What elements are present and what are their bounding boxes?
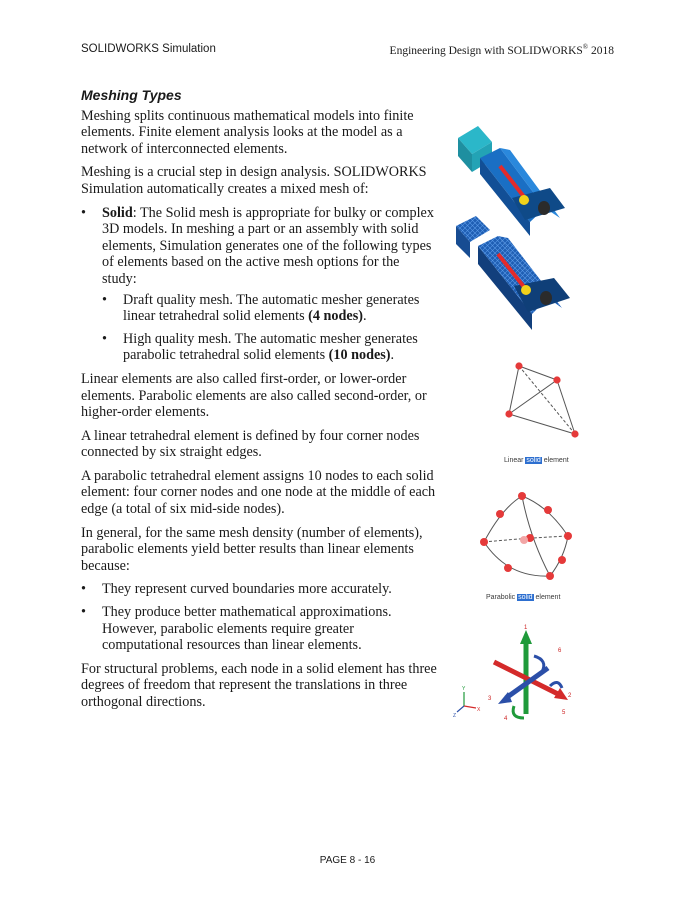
translation-arrows xyxy=(494,630,568,714)
list-item-curved: • They represent curved boundaries more accurately. xyxy=(81,581,437,598)
list-item-high: • High quality mesh. The automatic mesher generates parabolic tetrahedral solid elements (10 nodes). xyxy=(102,331,437,364)
list-item-solid xyxy=(81,205,437,364)
advantages-list xyxy=(81,581,437,653)
list-item-draft: • Draft quality mesh. The automatic mesher generates linear tetrahedral solid elements (4 nodes). xyxy=(102,292,437,325)
linear-element-figure xyxy=(495,358,585,444)
mesh-type-list xyxy=(81,205,437,364)
svg-text:5: 5 xyxy=(562,710,566,716)
corner-node xyxy=(571,430,578,437)
meshed-model-figure xyxy=(440,118,590,336)
running-header-left: SOLIDWORKS Simulation xyxy=(81,43,216,55)
paragraph-linear-element: A linear tetrahedral element is defined by four corner nodes connected by six straight edges. xyxy=(81,427,420,461)
coordinate-triad-icon xyxy=(453,686,481,719)
solid-term: Solid xyxy=(102,204,133,221)
svg-text:1: 1 xyxy=(524,625,528,631)
linear-element-caption: Linear solid element xyxy=(504,457,569,464)
corner-node xyxy=(505,410,512,417)
running-header-right xyxy=(390,43,614,57)
mid-side-node xyxy=(544,506,552,514)
svg-text:6: 6 xyxy=(558,648,562,654)
mid-side-node xyxy=(558,556,566,564)
degrees-of-freedom-figure xyxy=(450,622,580,732)
corner-node xyxy=(553,376,560,383)
registered-mark: ® xyxy=(582,43,589,51)
mid-side-node xyxy=(496,510,504,518)
mid-side-node xyxy=(504,564,512,572)
hidden-mid-side-node xyxy=(520,536,528,544)
svg-text:3: 3 xyxy=(488,696,492,702)
svg-text:4: 4 xyxy=(504,716,508,722)
corner-node xyxy=(518,492,526,500)
paragraph-element-order: Linear elements are also called first-order, or lower-order elements. Parabolic elements are also called second-order, or higher-order elements. xyxy=(81,370,427,421)
svg-text:Z: Z xyxy=(453,713,457,719)
corner-node xyxy=(564,532,572,540)
meshed-model xyxy=(456,216,570,330)
quality-list xyxy=(102,292,437,364)
paragraph-degrees-of-freedom: For structural problems, each node in a solid element has three degrees of freedom that represent the translations in three orthogonal directions. xyxy=(81,660,437,710)
corner-node xyxy=(515,362,522,369)
header-title: Engineering Design with SOLIDWORKS xyxy=(389,44,583,57)
paragraph-parabolic-element: A parabolic tetrahedral element assigns 10 nodes to each solid element: four corner nodes and one node at the middle of each edge (a total of six mid-side nodes). xyxy=(81,467,436,518)
corner-node xyxy=(546,572,554,580)
svg-text:X: X xyxy=(477,707,481,713)
main-text-column xyxy=(81,87,437,718)
parabolic-element-caption: Parabolic solid element xyxy=(486,594,561,601)
svg-text:2: 2 xyxy=(568,693,572,699)
parabolic-element-figure xyxy=(478,488,578,584)
list-item-approximation: • They produce better mathematical approximations. However, parabolic elements require greater computational resources than linear elements. xyxy=(81,604,437,654)
paragraph-comparison: In general, for the same mesh density (number of elements), parabolic elements yield better results than linear elements because: xyxy=(81,524,423,574)
header-year: 2018 xyxy=(588,44,614,57)
corner-node xyxy=(480,538,488,546)
paragraph-meshing-step: Meshing is a crucial step in design analysis. SOLIDWORKS Simulation automatically creates a mixed mesh of: xyxy=(81,164,427,197)
section-title: Meshing Types xyxy=(81,87,182,103)
solid-description: : The Solid mesh is appropriate for bulky or complex 3D models. In meshing a part or an assembly with solid elements, Simulation generates one of the following types of elements based on the active mesh options for the study: xyxy=(102,204,434,287)
svg-text:Y: Y xyxy=(462,686,466,692)
paragraph-meshing-intro: Meshing splits continuous mathematical models into finite elements. Finite element analysis looks at the model as a network of interconnected elements. xyxy=(81,107,414,157)
page-number: PAGE 8 - 16 xyxy=(319,855,376,866)
